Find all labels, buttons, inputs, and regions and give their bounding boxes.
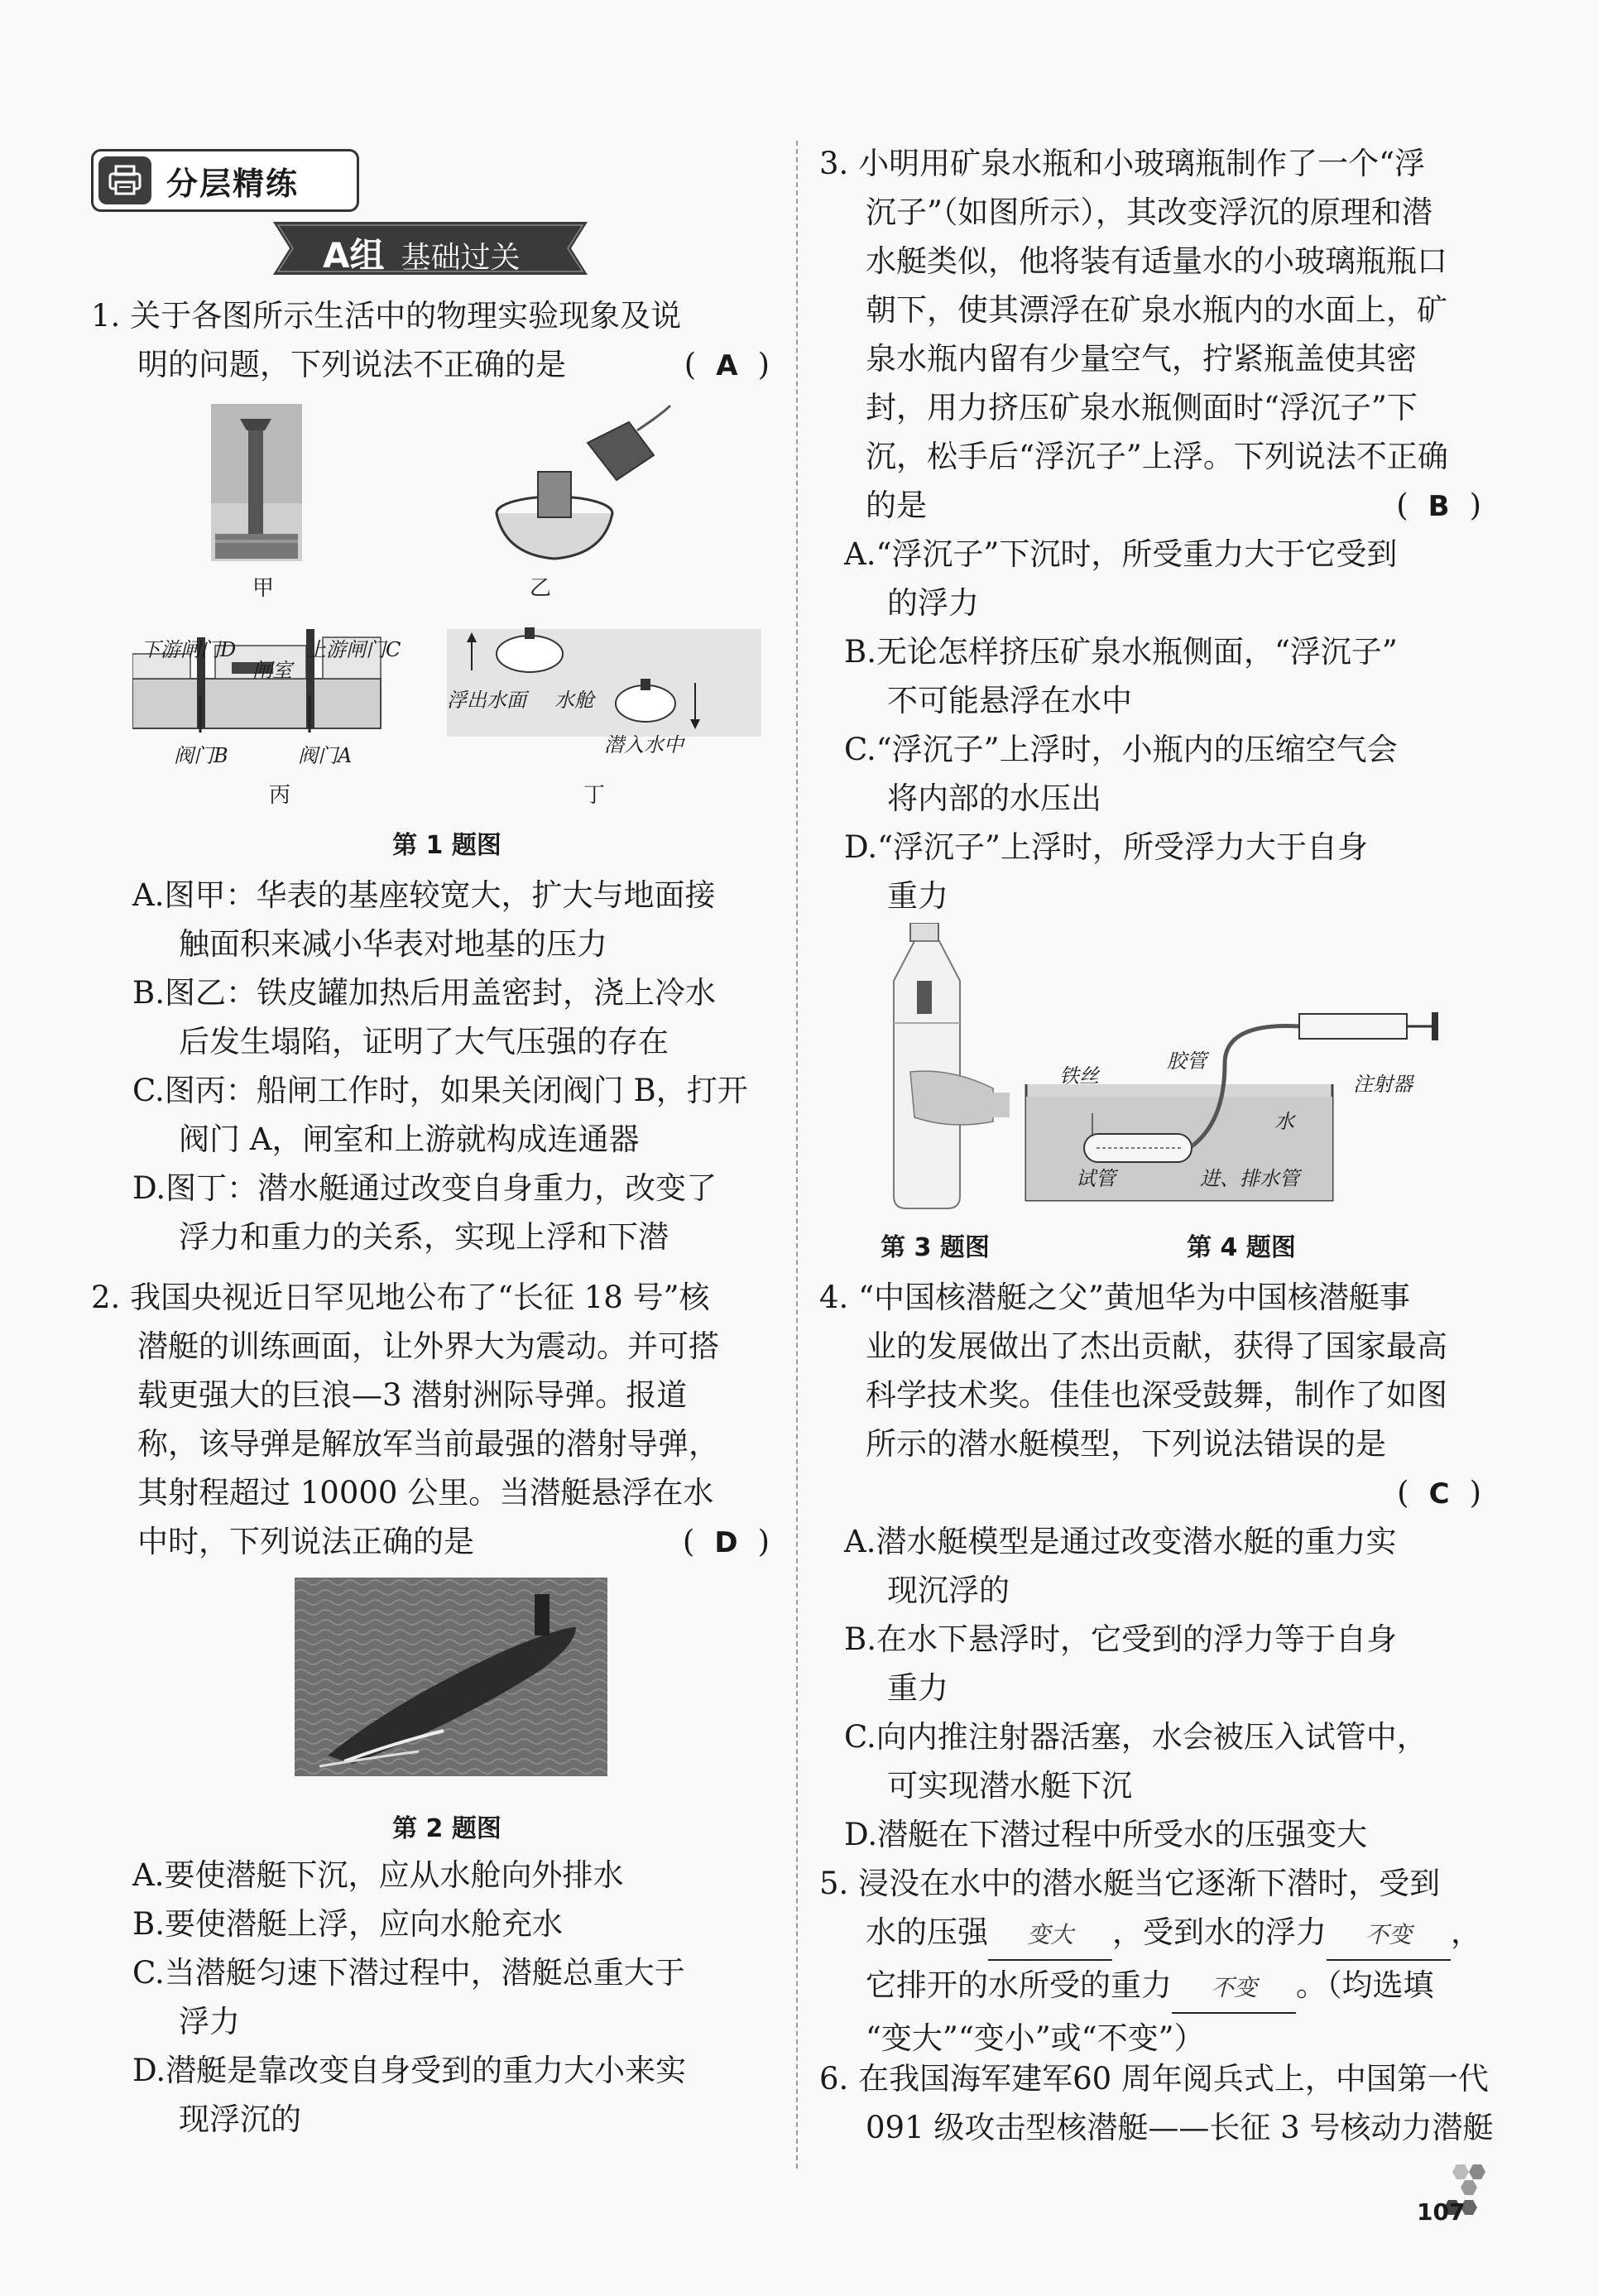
q4-option-b: 在水下悬浮时，它受到的浮力等于自身 — [876, 1621, 1397, 1657]
label-hose: 胶管 — [1167, 1050, 1207, 1073]
question-6: 6. 在我国海军建军60 周年阅兵式上，中国第一代 091 级攻击型核潜艇——长征 3 号核动力潜艇 — [819, 2061, 1494, 2145]
q1-option-d: 图丁：潜水艇通过改变自身重力，改变了 — [166, 1170, 717, 1206]
q6-line: 在我国海军建军60 周年阅兵式上，中国第一代 — [858, 2061, 1489, 2097]
printer-icon — [98, 156, 151, 204]
figure-jia-huabiao — [211, 404, 302, 561]
q1-answer: ( A ) — [684, 347, 770, 382]
column-divider — [796, 141, 798, 2169]
label-syringe: 注射器 — [1353, 1073, 1413, 1096]
page-number: 107 — [1417, 2198, 1466, 2226]
q3-option-c: “浮沉子”上浮时，小瓶内的压缩空气会 — [876, 732, 1398, 767]
q3-bottle-figure — [894, 923, 1010, 1208]
q3-option-a: “浮沉子”下沉时，所受重力大于它受到 — [876, 536, 1398, 572]
label-test-tube: 试管 — [1076, 1167, 1116, 1190]
q1-figure-caption: 第 1 题图 — [392, 831, 501, 860]
group-label: A组 — [323, 235, 385, 276]
question-2: 2. 我国央视近日罕见地公布了“长征 18 号”核 潜艇的训练画面，让外界大为震动。并可搭 载更强大的巨浪—3 潜射洲际导弹。报道 称，该导弹是解放军当前最强的潜射导弹， 其射程超过 10000 公里。当潜艇悬浮在水 中时，下列说法正确的是 ( D ) — [91, 1273, 770, 1566]
q2-figure-caption: 第 2 题图 — [392, 1814, 501, 1843]
group-banner — [273, 222, 588, 275]
question-3: 3. 小明用矿泉水瓶和小玻璃瓶制作了一个“浮 沉子”（如图所示），其改变浮沉的原理和潜 水艇类似，他将装有适量水的小玻璃瓶瓶口 朝下，使其漂浮在矿泉水瓶内的水面上，矿 泉水瓶内留有少量空气，拧紧瓶盖使其密 封，用力挤压矿泉水瓶侧面时“浮沉子”下 沉，松手后“浮沉子”上浮。下列说法不正确 的是 ( B ) — [819, 139, 1481, 530]
q1-options: A.图甲：华表的基座较宽大，扩大与地面接 触面积来减小华表对地基的压力 B.图乙：铁皮罐加热后用盖密封，浇上冷水 后发生塌陷，证明了大气压强的存在 C.图丙：船闸工作时，如果关闭阀门 B，打开 阀门 A，闸室和上游就构成连通器 D.图丁：潜水艇通过改变自身重力，改变了 浮力和重力的关系，实现上浮和下潜 — [132, 877, 748, 1255]
group-title: 基础过关 — [401, 241, 521, 275]
figure-yi-can — [497, 406, 670, 559]
question-5: 5. 浸没在水中的潜水艇当它逐渐下潜时，受到 水的压强 变大 ，受到水的浮力 不变 ， 它排开的水所受的重力 不变 。（均选填 “变大”“变小”或“不变”） — [819, 1866, 1481, 2056]
q2-stem-line: 我国央视近日罕见地公布了“长征 18 号”核 — [130, 1280, 710, 1315]
q5-line: 浸没在水中的潜水艇当它逐渐下潜时，受到 — [858, 1866, 1441, 1901]
q3-options: A.“浮沉子”下沉时，所受重力大于它受到 的浮力 B.无论怎样挤压矿泉水瓶侧面，“浮沉子” 不可能悬浮在水中 C.“浮沉子”上浮时，小瓶内的压缩空气会 将内部的水压出 D.“浮沉子”上浮时，所受浮力大于自身 重力 — [844, 536, 1398, 914]
figure-ding-submarine — [447, 627, 761, 737]
q4-option-d: 潜艇在下潜过程中所受水的压强变大 — [877, 1817, 1368, 1852]
label-surface: 浮出水面 — [447, 689, 526, 712]
q4-option-a: 潜水艇模型是通过改变潜水艇的重力实 — [876, 1524, 1397, 1559]
q3-stem-line: 小明用矿泉水瓶和小玻璃瓶制作了一个“浮 — [858, 146, 1425, 181]
q1-option-a: 图甲：华表的基座较宽大，扩大与地面接 — [164, 877, 716, 913]
q4-option-c: 向内推注射器活塞，水会被压入试管中， — [876, 1719, 1428, 1755]
label-inlet-outlet-pipe: 进、排水管 — [1200, 1167, 1299, 1190]
fig-label-jia: 甲 — [252, 576, 275, 601]
q2-option-c: 当潜艇匀速下潜过程中，潜艇总重大于 — [164, 1955, 685, 1991]
q5-blank-weight: 不变 — [1172, 1963, 1296, 2014]
q1-option-c: 图丙：船闸工作时，如果关闭阀门 B，打开 — [164, 1073, 748, 1108]
q4-answer: ( C ) — [1397, 1475, 1481, 1511]
q1-option-b: 图乙：铁皮罐加热后用盖密封，浇上冷水 — [164, 975, 716, 1011]
q1-stem-line: 明的问题，下列说法不正确的是 — [137, 347, 566, 382]
q1-stem-line: 关于各图所示生活中的物理实验现象及说 — [130, 298, 682, 334]
q2-option-b: 要使潜艇上浮，应向水舱充水 — [164, 1906, 563, 1942]
q5-blank-pressure: 变大 — [988, 1910, 1112, 1961]
q2-options: A.要使潜艇下沉，应从水舱向外排水 B.要使潜艇上浮，应向水舱充水 C.当潜艇匀速下潜过程中，潜艇总重大于 浮力 D.潜艇是靠改变自身受到的重力大小来实 现浮沉的 — [132, 1857, 687, 2137]
q2-answer: ( D ) — [682, 1524, 770, 1559]
q3-answer: ( B ) — [1396, 488, 1481, 523]
q4-stem-line: “中国核潜艇之父”黄旭华为中国核潜艇事 — [858, 1280, 1410, 1315]
section-label: 分层精练 — [166, 165, 300, 202]
q3-option-d: “浮沉子”上浮时，所受浮力大于自身 — [877, 829, 1368, 865]
q2-submarine-photo — [295, 1578, 607, 1776]
section-header-tag — [91, 149, 359, 212]
label-downstream-gate: 下游闸门D — [141, 638, 237, 661]
question-1 — [91, 291, 770, 389]
q3-option-b: 无论怎样挤压矿泉水瓶侧面，“浮沉子” — [876, 634, 1398, 670]
q2-option-d: 潜艇是靠改变自身受到的重力大小来实 — [166, 2053, 687, 2088]
q4-figure-caption: 第 4 题图 — [1187, 1233, 1296, 1262]
label-lock-chamber: 闸室 — [252, 659, 292, 682]
question-4: 4. “中国核潜艇之父”黄旭华为中国核潜艇事 业的发展做出了杰出贡献，获得了国家最高 科学技术奖。佳佳也深受鼓舞，制作了如图 所示的潜水艇模型，下列说法错误的是 ( C ) — [819, 1273, 1481, 1517]
q4-options: A.潜水艇模型是通过改变潜水艇的重力实 现沉浮的 B.在水下悬浮时，它受到的浮力等于自身 重力 C.向内推注射器活塞，水会被压入试管中， 可实现潜水艇下沉 D.潜艇在下潜过程中所受水的压强变大 — [844, 1524, 1428, 1852]
label-dive: 潜入水中 — [604, 733, 684, 757]
label-water: 水 — [1274, 1110, 1294, 1133]
label-iron-wire: 铁丝 — [1059, 1064, 1099, 1088]
fig-label-bing: 丙 — [269, 783, 291, 808]
label-valve-a: 阀门A — [298, 744, 353, 767]
label-upstream-gate: 上游闸门C — [306, 638, 401, 661]
q1-number: 1. — [91, 298, 121, 334]
fig-label-ding: 丁 — [583, 783, 606, 808]
q3-figure-caption: 第 3 题图 — [881, 1233, 990, 1262]
label-water-tank: 水舱 — [554, 689, 594, 712]
q2-option-a: 要使潜艇下沉，应从水舱向外排水 — [164, 1857, 624, 1893]
fig-label-yi: 乙 — [530, 576, 552, 601]
q5-blank-buoyancy: 不变 — [1327, 1910, 1451, 1961]
label-valve-b: 阀门B — [174, 744, 228, 767]
